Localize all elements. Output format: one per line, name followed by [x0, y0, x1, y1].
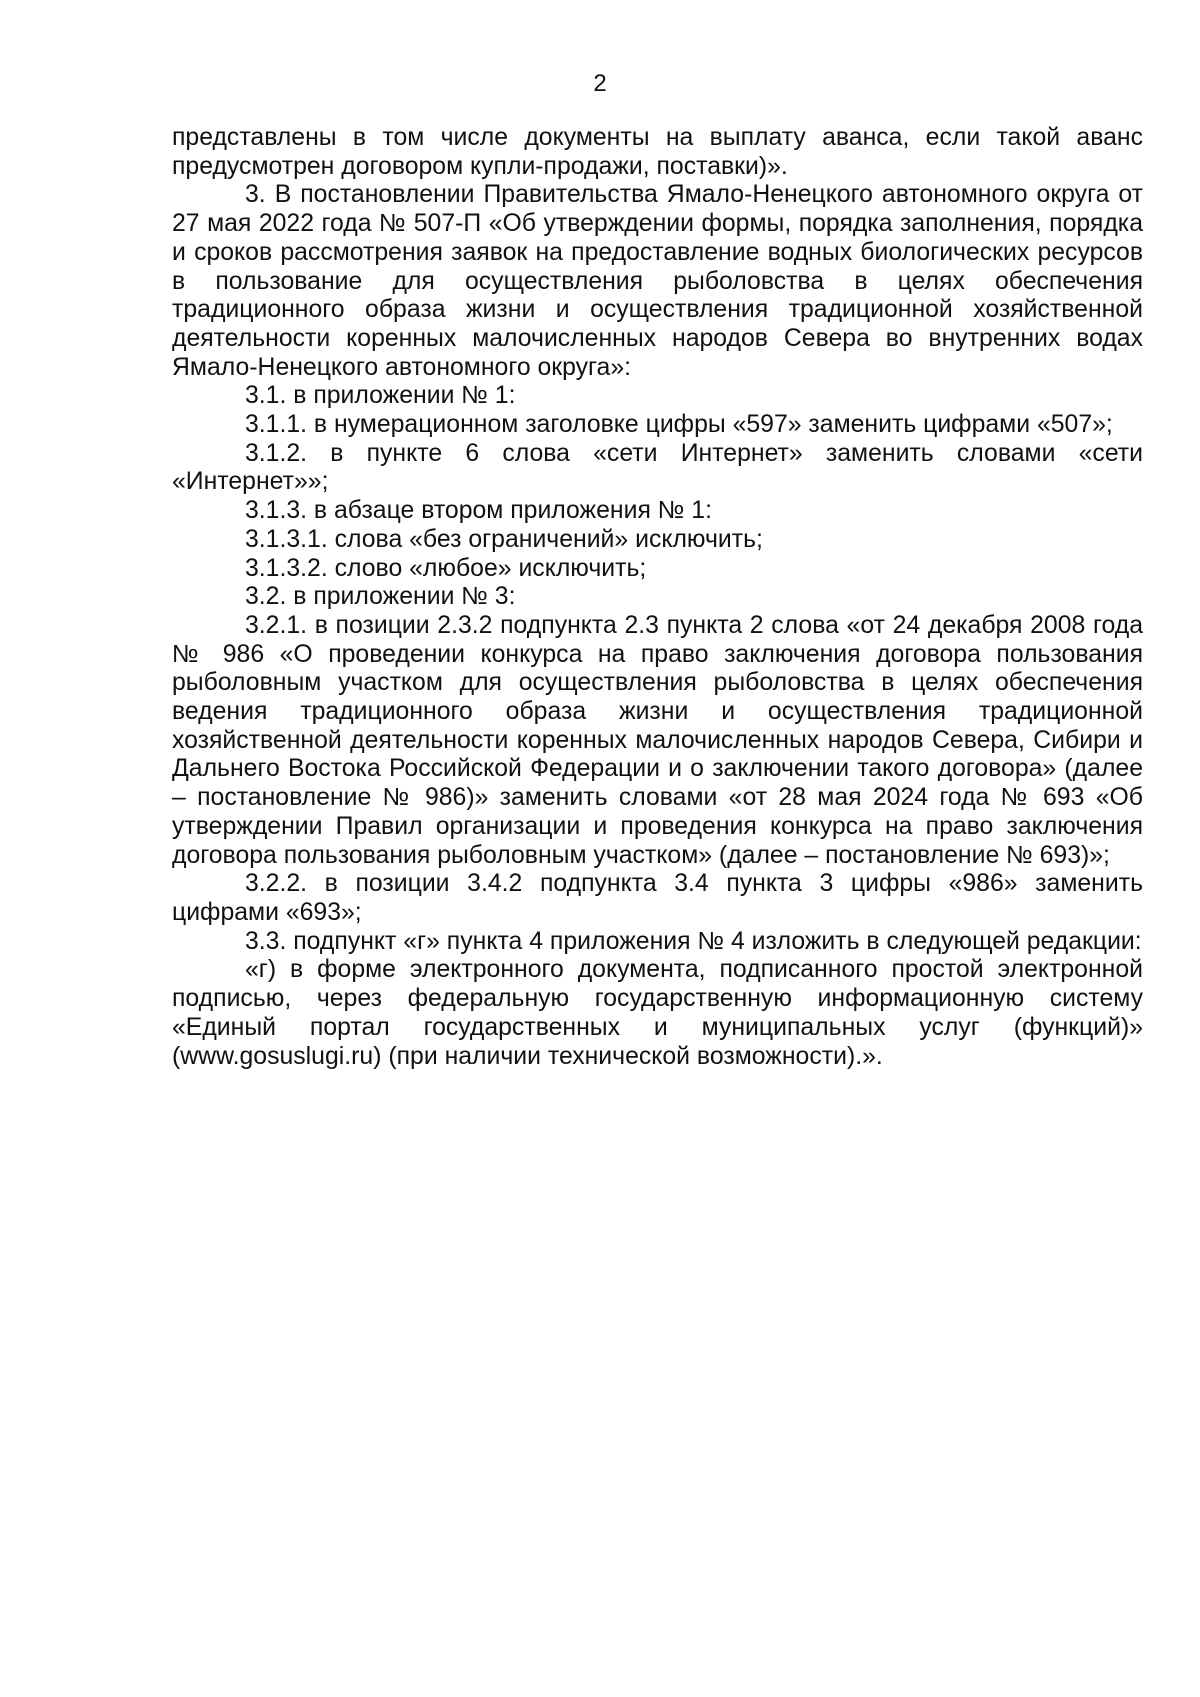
paragraph: 3.1. в приложении № 1: [245, 382, 516, 410]
paragraph: представлены в том числе документы на выплату аванса, если такой аванс предусмотрен договором купли-продажи, поставки)». [172, 124, 1143, 180]
paragraph: 3.1.3.1. слова «без ограничений» исключить; [245, 525, 763, 553]
paragraph: 3.2.1. в позиции 2.3.2 подпункта 2.3 пункта 2 слова «от 24 декабря 2008 года № 986 «О проведении конкурса на право заключения договора пользования рыболовным участком для осуществления рыболовства в целях обеспечения ведения традиционного образа жизни и осуществления традиционной хозяйственной деятельности коренных малочисленных народов Севера, Сибири и Дальнего Востока Российской Федерации и о заключении такого договора» (далее – постановление № 986)» заменить словами «от 28 мая 2024 года № 693 «Об утверждении Правил организации и проведения конкурса на право заключения договора пользования рыболовным участком» (далее – постановление № 693)»; [172, 611, 1143, 869]
paragraph: 3. В постановлении Правительства Ямало-Ненецкого автономного округа от 27 мая 2022 года № 507-П «Об утверждении формы, порядка заполнения, порядка и сроков рассмотрения заявок на предоставление водных биологических ресурсов в пользование для осуществления рыболовства в целях обеспечения традиционного образа жизни и осуществления традиционной хозяйственной деятельности коренных малочисленных народов Севера во внутренних водах Ямало-Ненецкого автономного округа»: [172, 181, 1143, 381]
paragraph: 3.1.1. в нумерационном заголовке цифры «597» заменить цифрами «507»; [245, 411, 1113, 439]
document-body [172, 124, 1143, 1071]
paragraph: 3.1.3. в абзаце втором приложения № 1: [245, 497, 712, 525]
paragraph: «г) в форме электронного документа, подписанного простой электронной подписью, через федеральную государственную информационную систему «Единый портал государственных и муниципальных услуг (функций)» (www.gosuslugi.ru) (при наличии технической возможности).». [172, 956, 1143, 1070]
paragraph: 3.1.3.2. слово «любое» исключить; [245, 554, 647, 582]
paragraph: 3.1.2. в пункте 6 слова «сети Интернет» заменить словами «сети «Интернет»»; [172, 439, 1143, 496]
page-number: 2 [593, 70, 607, 97]
paragraph: 3.2. в приложении № 3: [245, 583, 516, 611]
paragraph: 3.3. подпункт «г» пункта 4 приложения № 4 изложить в следующей редакции: [245, 927, 1142, 955]
paragraph: 3.2.2. в позиции 3.4.2 подпункта 3.4 пункта 3 цифры «986» заменить цифрами «693»; [172, 870, 1143, 926]
